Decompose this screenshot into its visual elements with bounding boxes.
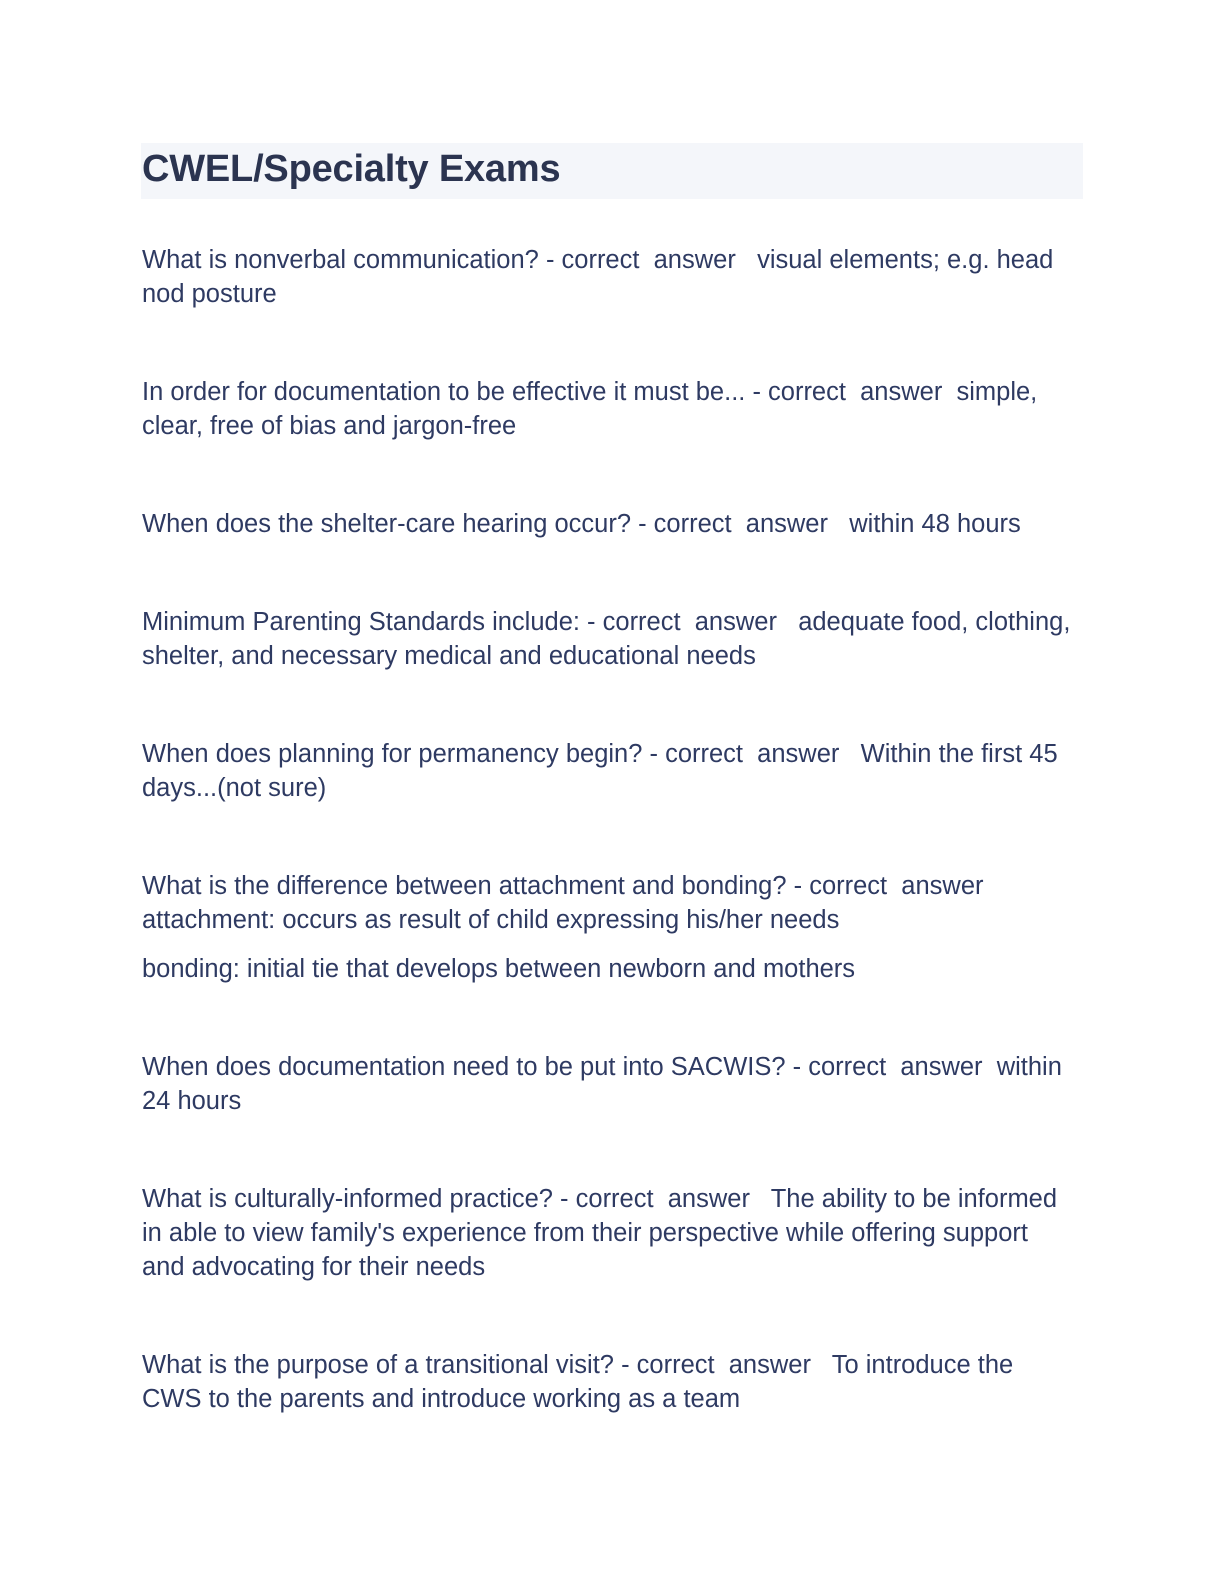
qa-entry-culturally-informed-practice: What is culturally-informed practice? - correct answer The ability to be informed in able to view family's experience from their perspective while offering support and advocating for their needs [142, 1185, 1065, 1281]
document-body [142, 243, 1078, 1416]
qa-entry-effective-documentation: In order for documentation to be effective it must be... - correct answer simple, clear, free of bias and jargon-free [142, 378, 1045, 440]
qa-entry-transitional-visit-purpose: What is the purpose of a transitional visit? - correct answer To introduce the CWS to the parents and introduce working as a team [142, 1351, 1021, 1413]
qa-entry-attachment-vs-bonding: What is the difference between attachment and bonding? - correct answer attachment: occurs as result of child expressing his/her needs [142, 872, 998, 934]
qa-entry-documentation-sacwis: When does documentation need to be put into SACWIS? - correct answer within 24 hours [142, 1053, 1069, 1115]
qa-entry-bonding-definition: bonding: initial tie that develops between newborn and mothers [142, 955, 856, 983]
page-title: CWEL/Specialty Exams [142, 148, 561, 190]
qa-entry-nonverbal-communication: What is nonverbal communication? - correct answer visual elements; e.g. head nod posture [142, 246, 1061, 308]
qa-entry-planning-for-permanency: When does planning for permanency begin? - correct answer Within the first 45 days...(not sure) [142, 740, 1065, 802]
qa-entry-shelter-care-hearing: When does the shelter-care hearing occur? - correct answer within 48 hours [142, 510, 1021, 538]
qa-entry-minimum-parenting-standards: Minimum Parenting Standards include: - correct answer adequate food, clothing, shelter, and necessary medical and educational needs [142, 608, 1078, 670]
